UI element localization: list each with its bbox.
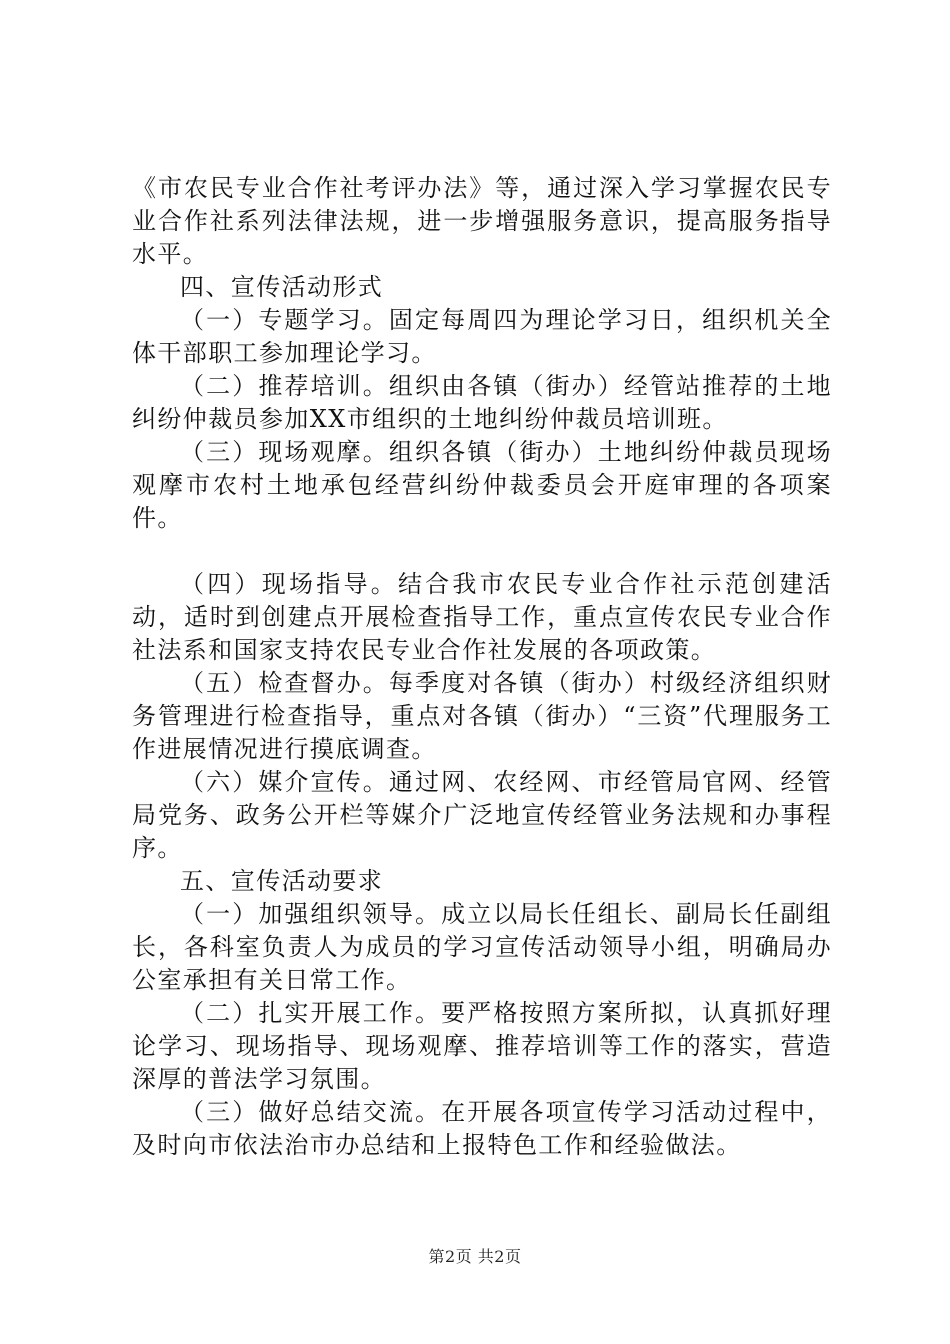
paragraph-item: （六）媒介宣传。通过网、农经网、市经管局官网、经管局党务、政务公开栏等媒介广泛地宣传经管业务法规和办事程序。 bbox=[132, 768, 832, 862]
paragraph-continuation: 《市农民专业合作社考评办法》等，通过深入学习掌握农民专业合作社系列法律法规，进一步增强服务意识，提高服务指导水平。 bbox=[132, 174, 832, 268]
paragraph-item: （一）专题学习。固定每周四为理论学习日，组织机关全体干部职工参加理论学习。 bbox=[132, 306, 832, 367]
paragraph-item: （二）推荐培训。组织由各镇（街办）经管站推荐的土地纠纷仲裁员参加XX市组织的土地纠纷仲裁员培训班。 bbox=[132, 372, 832, 433]
paragraph-item: （三）现场观摩。组织各镇（街办）土地纠纷仲裁员现场观摩市农村土地承包经营纠纷仲裁委员会开庭审理的各项案件。 bbox=[132, 438, 832, 532]
paragraph-item: （一）加强组织领导。成立以局长任组长、副局长任副组长，各科室负责人为成员的学习宣传活动领导小组，明确局办公室承担有关日常工作。 bbox=[132, 900, 832, 994]
document-body bbox=[132, 172, 832, 1162]
paragraph-item: （二）扎实开展工作。要严格按照方案所拟，认真抓好理论学习、现场指导、现场观摩、推荐培训等工作的落实，营造深厚的普法学习氛围。 bbox=[132, 999, 832, 1093]
page-number-footer: 第2页 共2页 bbox=[428, 1247, 522, 1266]
section-heading-four: 四、宣传活动形式 bbox=[180, 273, 384, 301]
paragraph-item: （三）做好总结交流。在开展各项宣传学习活动过程中，及时向市依法治市办总结和上报特色工作和经验做法。 bbox=[132, 1098, 832, 1159]
section-heading-five: 五、宣传活动要求 bbox=[180, 867, 384, 895]
paragraph-item: （五）检查督办。每季度对各镇（街办）村级经济组织财务管理进行检查指导，重点对各镇（街办）“三资”代理服务工作进展情况进行摸底调查。 bbox=[132, 669, 832, 763]
paragraph-item: （四）现场指导。结合我市农民专业合作社示范创建活动，适时到创建点开展检查指导工作，重点宣传农民专业合作社法系和国家支持农民专业合作社发展的各项政策。 bbox=[132, 570, 832, 664]
